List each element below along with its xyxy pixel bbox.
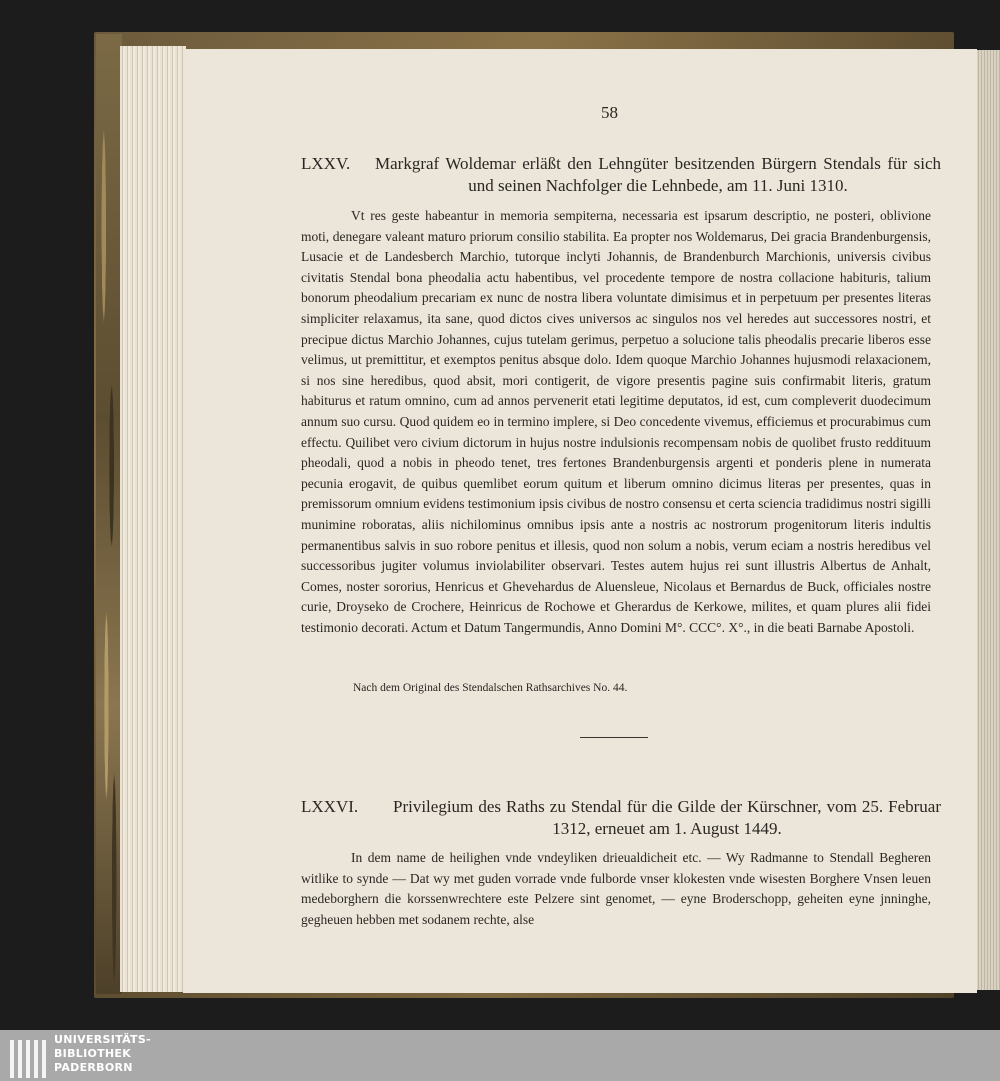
section-title: Markgraf Woldemar erläßt den Lehngüter besitzenden Bürgern Stendals für sich und seinen Nachfolger die Lehnbede, am 11. Juni 1310.: [375, 154, 941, 195]
section-body: [301, 848, 931, 930]
library-footer: [0, 1030, 1000, 1081]
page-edges-left: [120, 46, 186, 992]
section-number: LXXVI.: [301, 797, 359, 816]
book-page: [183, 49, 977, 993]
section-body: [301, 206, 931, 638]
marbled-edge: [96, 34, 122, 994]
library-logo-icon: [6, 1034, 50, 1078]
section-divider: [580, 737, 648, 738]
library-line: PADERBORN: [54, 1061, 133, 1074]
library-name: [54, 1033, 151, 1075]
page-edges-right: [976, 50, 1000, 990]
library-line: BIBLIOTHEK: [54, 1047, 132, 1060]
page-number: 58: [601, 103, 618, 122]
body-text: In dem name de heilighen vnde vndeyliken drieualdicheit etc. — Wy Radmanne to Stendall Begheren witlike to synde — Dat wy met guden vorrade vnde fulborde vnser klokesten vnde wisesten Borghere Vnsen leuen medeborghern die korssenwrechtere este Pelzere sint genomet, — eyne Broderschopp, geheiten eyne jnninghe, gegheuen hebben met sodanem rechte, alse: [301, 850, 931, 927]
section-title: Privilegium des Raths zu Stendal für die Gilde der Kürschner, vom 25. Februar 1312, erneuet am 1. August 1449.: [393, 797, 941, 838]
section-number: LXXV.: [301, 154, 351, 173]
source-note: Nach dem Original des Stendalschen Rathsarchives No. 44.: [353, 682, 628, 694]
library-line: UNIVERSITÄTS-: [54, 1033, 151, 1046]
body-text: Vt res geste habeantur in memoria sempiterna, necessaria est ipsarum descriptio, ne posteri, oblivione moti, denegare valeant maturo priorum consilio stabilita. Ea propter nos Woldemarus, Dei gracia Brandenburgensis, Lusacie et de Landesberch Marchio, tutorque inclyti Johannis, de Brandenburch Marchionis, universis civibus civitatis Stendal bona pheodalia actu habentibus, vel procedente tempore de nostra collacione habituris, talium bonorum pheodalium precariam ex nunc de nostra libera voluntate dimisimus et in perpetuum per presentes literas simpliciter relaxamus, ita sane, quod dictos cives universos ac singulos nos vel heredes aut successores nostri, et precipue dictus Marchio Johannes, cujus tutelam gerimus, perpetuo a solucione talis pheodalis precarie liberos esse velimus, ut premittitur, et exemptos penitus absque dolo. Idem quoque Marchio Johannes hujusmodi relaxacionem, si nos sine heredibus, quod absit, mori contigerit, de vigore presentis pagine suis confirmabit literis, gratum habiturus et ratum omnino, cum ad annos pervenerit etati legitime deputatos, id est, cum compleverit duodecimum annum suo cursu. Quod quidem eo in termino implere, si Deo concedente vivemus, efficiemus et procurabimus cum effectu. Quilibet vero civium dictorum in hujus nostre indulsionis recompensam nobis de quolibet frusto reddituum pheodali, quod a nobis in pheodo tenet, tres fertones Brandenburgensis argenti et ponderis plene in numerata pecunia erogavit, de quibus quemlibet eorum quitum et liberum omnino dicimus literas per presentes, quas in premissorum omnium evidens testimonium ipsis civibus de nostro consensu et certa sciencia tradidimus nostri sigilli munimine roboratas, aliis nichilominus omnibus ipsis ante a nostris ac nostrorum progenitorum literis indultis permanentibus salvis in suo robore penitus et illesis, quod non solum a nobis, verum eciam a nostris heredibus vel successoribus jugiter volumus inviolabiliter observari. Testes autem hujus rei sunt illustris Albertus de Anhalt, Comes, noster sororius, Henricus et Ghevehardus de Aluensleue, Nicolaus et Bernardus de Buck, officiales nostre curie, Droyseko de Crochere, Heinricus de Rochowe et Gherardus de Kerkowe, milites, et quam plures alii fidei testimonio decorati. Actum et Datum Tangermundis, Anno Domini M°. CCC°. X°., in die beati Barnabe Apostoli.: [301, 208, 931, 635]
